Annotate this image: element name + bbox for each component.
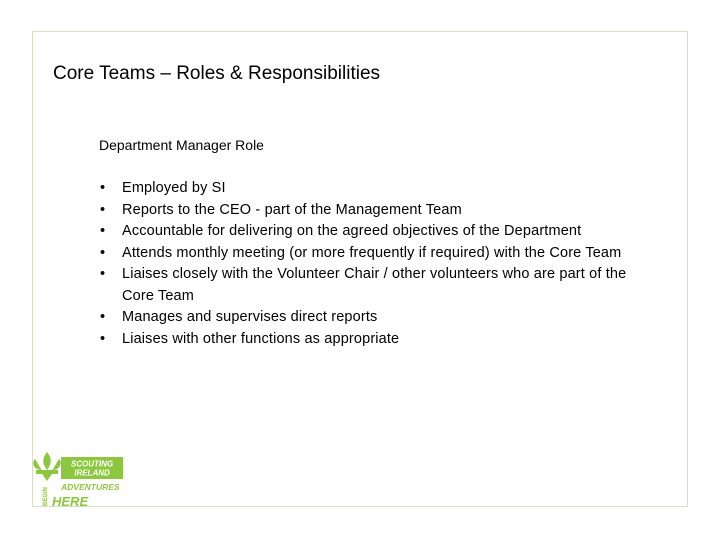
list-item-text: Accountable for delivering on the agreed objectives of the Department xyxy=(122,223,582,239)
bullet-marker: • xyxy=(100,223,106,239)
logo-text-ireland: IRELAND xyxy=(74,468,110,478)
bullet-marker: • xyxy=(100,180,106,196)
list-item-text: Attends monthly meeting (or more frequently if required) with the Core Team xyxy=(122,244,622,261)
slide-title: Core Teams – Roles & Responsibilities xyxy=(53,63,381,84)
list-item xyxy=(99,200,629,222)
bullet-marker: • xyxy=(100,266,106,282)
list-item xyxy=(99,329,629,351)
list-item-text: Liaises closely with the Volunteer Chair / other volunteers who are part of the Core Team xyxy=(122,266,627,304)
list-item-text: Employed by SI xyxy=(122,180,226,196)
list-item xyxy=(99,243,629,265)
list-item-text: Reports to the CEO - part of the Management Team xyxy=(122,201,462,218)
list-item-text: Manages and supervises direct reports xyxy=(122,309,378,325)
bullet-marker: • xyxy=(100,309,106,325)
logo-text-scouting: SCOUTING xyxy=(70,459,114,469)
list-item xyxy=(99,221,629,243)
bullet-marker: • xyxy=(100,244,106,261)
logo-text-vertical: BEGIN xyxy=(43,486,49,506)
list-item xyxy=(99,178,629,200)
logo-text-adventures: ADVENTURES xyxy=(61,482,120,492)
role-heading: Department Manager Role xyxy=(99,137,264,153)
list-item xyxy=(99,264,629,307)
bullet-marker: • xyxy=(100,201,106,218)
logo-text-here: HERE xyxy=(52,494,89,508)
list-item-text: Liaises with other functions as appropriate xyxy=(122,330,400,347)
list-item xyxy=(99,307,629,329)
scouting-ireland-logo xyxy=(30,450,126,508)
fleur-de-lis-icon xyxy=(33,452,61,481)
responsibilities-list xyxy=(99,178,629,350)
bullet-marker: • xyxy=(100,330,106,347)
